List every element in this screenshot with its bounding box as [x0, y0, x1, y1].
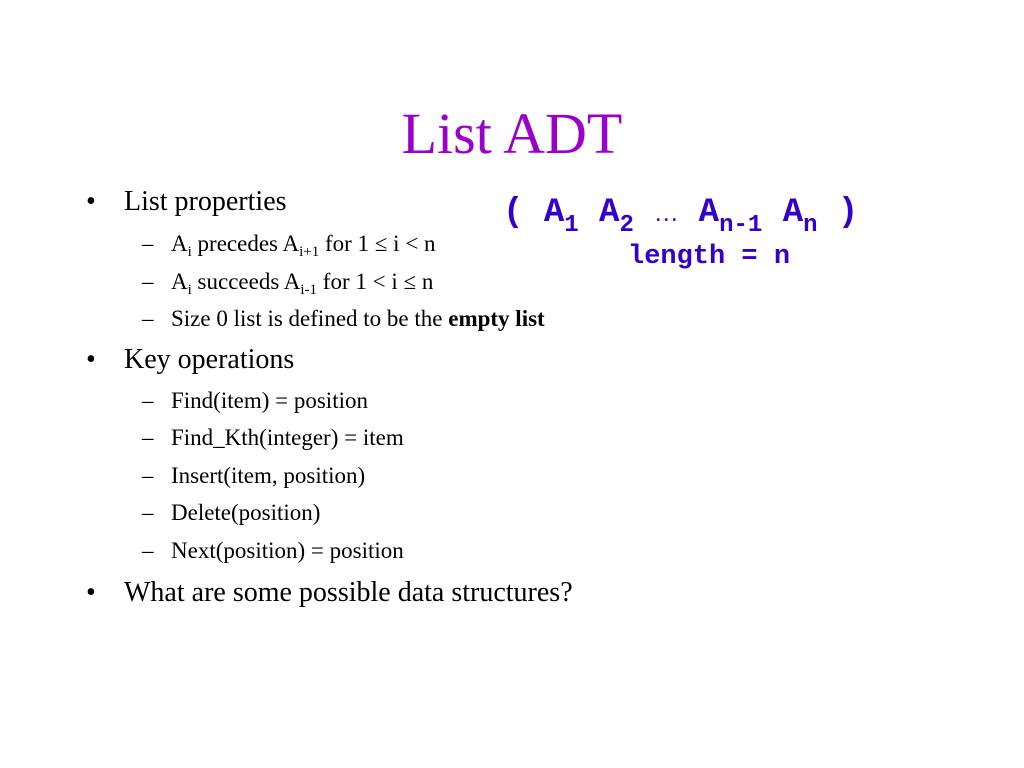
open-paren: ( [503, 194, 524, 232]
sub-item-find [142, 387, 368, 415]
subscript-i: i [187, 244, 192, 260]
dash-symbol: – [142, 269, 154, 294]
operation-text: Insert(item, position) [171, 463, 366, 488]
empty-list-emphasis: empty list [448, 306, 545, 331]
var-a: A [171, 231, 188, 256]
ellipsis: … [654, 201, 679, 227]
element-a1: A [543, 194, 565, 232]
bullet-symbol: • [86, 186, 96, 217]
operation-text: Find(item) = position [171, 388, 368, 413]
sub-item-delete [142, 499, 320, 527]
condition-text: for 1 < i ≤ n [317, 269, 434, 294]
dash-symbol: – [142, 538, 154, 563]
dash-symbol: – [142, 306, 154, 331]
text-size-zero: Size 0 list is defined to be the [171, 306, 449, 331]
subscript-i-minus-1: i-1 [300, 282, 318, 298]
sub-item-succeeds [142, 268, 433, 296]
list-sequence-formula [503, 192, 963, 272]
dash-symbol: – [142, 425, 154, 450]
condition-text: for 1 ≤ i < n [319, 231, 436, 256]
bullet-text: Key operations [124, 344, 295, 375]
bullet-key-operations [86, 343, 294, 377]
slide-title: List ADT [401, 101, 623, 166]
element-a2: A [599, 194, 620, 232]
subscript-n-1: n-1 [719, 212, 763, 239]
dash-symbol: – [142, 231, 154, 256]
operation-text: Delete(position) [171, 500, 321, 525]
sub-item-precedes [142, 230, 436, 258]
element-an: A [782, 194, 804, 232]
operation-text: Find_Kth(integer) = item [171, 425, 404, 450]
element-an-1: A [698, 194, 720, 232]
subscript-n: n [803, 212, 818, 239]
dash-symbol: – [142, 500, 154, 525]
sub-item-empty-list [142, 305, 545, 333]
bullet-symbol: • [86, 344, 96, 375]
sub-item-next [142, 537, 404, 565]
close-paren: ) [837, 194, 859, 232]
bullet-data-structures [86, 576, 573, 610]
bullet-symbol: • [86, 577, 96, 608]
sub-item-insert [142, 462, 365, 490]
bullet-text: What are some possible data structures? [124, 577, 573, 608]
bullet-list-properties [86, 185, 287, 219]
operation-text: Next(position) = position [171, 538, 404, 563]
length-label: length = n [628, 242, 791, 272]
text-precedes: precedes A [191, 231, 300, 256]
subscript-i: i [187, 282, 192, 298]
subscript-2: 2 [619, 212, 634, 239]
subscript-i-plus-1: i+1 [299, 244, 320, 260]
dash-symbol: – [142, 388, 154, 413]
var-a: A [171, 269, 188, 294]
sub-item-find-kth [142, 424, 404, 452]
subscript-1: 1 [564, 212, 579, 239]
dash-symbol: – [142, 463, 154, 488]
bullet-text: List properties [124, 186, 287, 217]
sequence-line [503, 192, 963, 239]
text-succeeds: succeeds A [191, 269, 301, 294]
